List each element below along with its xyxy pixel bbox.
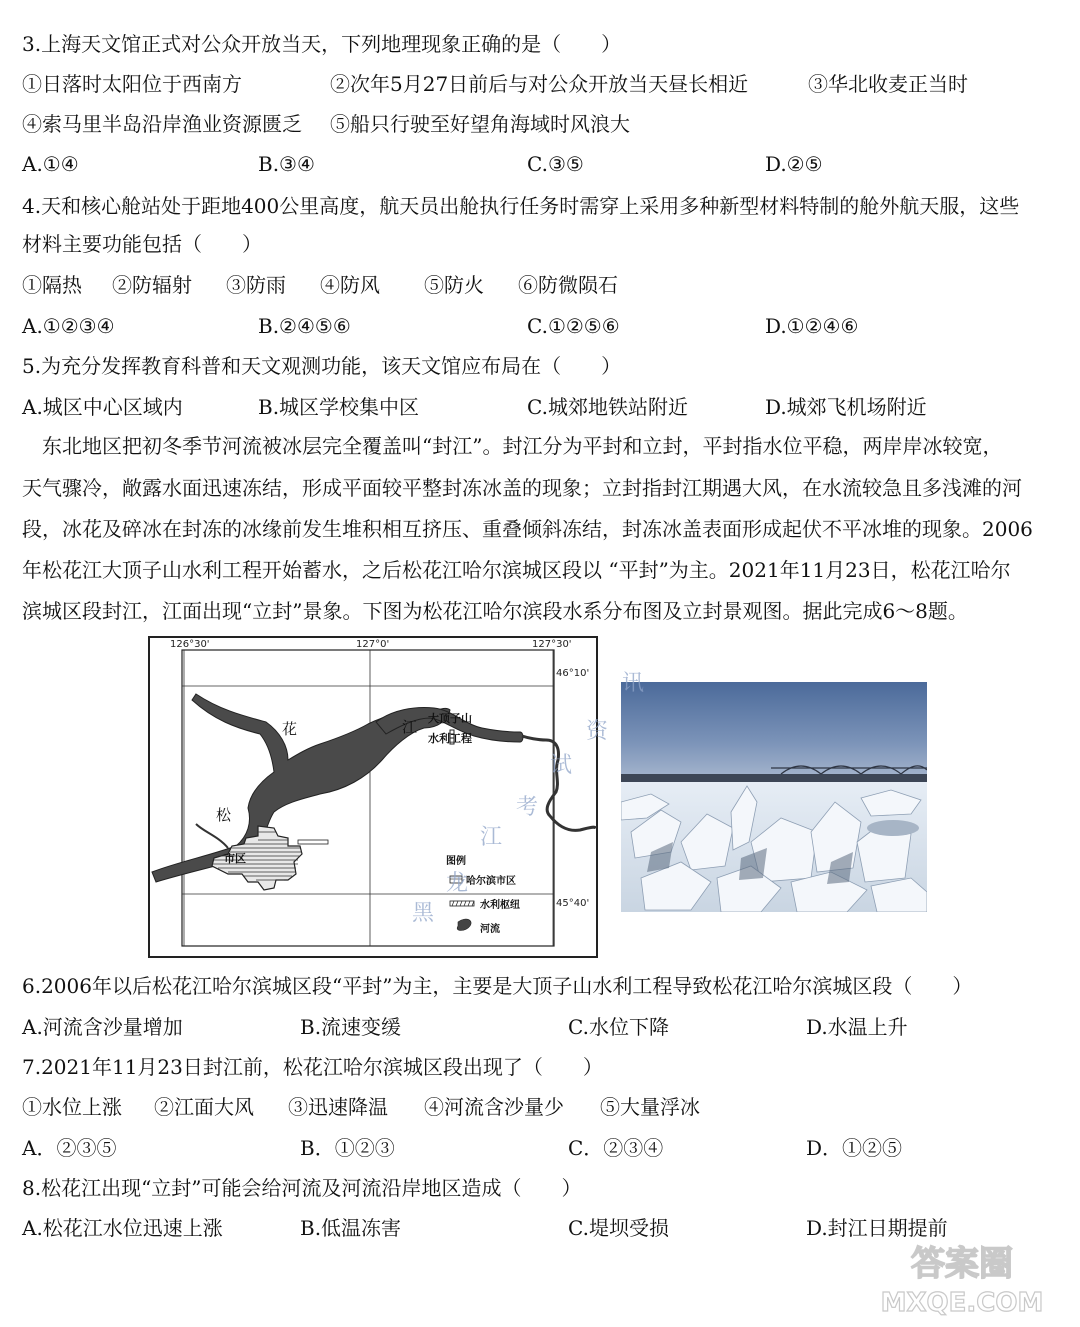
q6-stem: 6.2006年以后松花江哈尔滨城区段“平封”为主，主要是大顶子山水利工程导致松花江哈尔滨城区段（ ） xyxy=(22,974,973,998)
river-char-hua: 花 xyxy=(282,720,298,738)
q7-option-b: B．①②③ xyxy=(300,1136,395,1160)
q4-option-c: C.①②⑤⑥ xyxy=(527,314,620,338)
q7-option-d: D．①②⑤ xyxy=(806,1136,903,1160)
q8-stem: 8.松花江出现“立封”可能会给河流及河流沿岸地区造成（ ） xyxy=(22,1176,582,1200)
site-logo-line-1: 答案圈 xyxy=(911,1244,1013,1284)
passage-line-3: 段，冰花及碎冰在封冻的冰缘前发生堆积相互挤压、重叠倾斜冻结，封冻冰盖表面形成起伏不平冰堆的现象。2006 xyxy=(22,517,1033,541)
ice-jam-photo xyxy=(621,682,927,912)
river-char-jiang: 江 xyxy=(402,718,418,736)
q7-option-a: A．②③⑤ xyxy=(22,1136,117,1160)
q4-option-b: B.②④⑤⑥ xyxy=(258,314,351,338)
q5-option-d: D.城郊飞机场附近 xyxy=(765,395,927,419)
q7-item-3: ③迅速降温 xyxy=(288,1095,388,1119)
passage-line-2: 天气骤冷，敞露水面迅速冻结，形成平面较平整封冻冰盖的现象；立封指封江期遇大风，在水流较急且多浅滩的河 xyxy=(22,476,1022,500)
q7-option-c: C．②③④ xyxy=(568,1136,664,1160)
legend-dam-label: 水利枢纽 xyxy=(480,900,520,911)
q5-option-c: C.城郊地铁站附近 xyxy=(527,395,688,419)
city-label: 市区 xyxy=(224,852,246,865)
q6-option-c: C.水位下降 xyxy=(568,1015,669,1039)
lon-label-2: 127°0' xyxy=(356,639,390,650)
q3-item-5: ⑤船只行驶至好望角海域时风浪大 xyxy=(330,112,630,136)
q3-item-4: ④索马里半岛沿岸渔业资源匮乏 xyxy=(22,112,302,136)
q7-item-1: ①水位上涨 xyxy=(22,1095,122,1119)
lat-label-1: 46°10' xyxy=(556,668,590,679)
watermark-char-2: 龙 xyxy=(446,871,469,896)
q4-item-5: ⑤防火 xyxy=(424,273,484,297)
q7-item-4: ④河流含沙量少 xyxy=(424,1095,564,1119)
q3-stem: 3.上海天文馆正式对公众开放当天，下列地理现象正确的是（ ） xyxy=(22,32,622,56)
q7-item-5: ⑤大量浮冰 xyxy=(600,1095,700,1119)
lon-label-3: 127°30' xyxy=(532,639,572,650)
passage-line-1: 东北地区把初冬季节河流被冰层完全覆盖叫“封江”。封江分为平封和立封，平封指水位平稳，两岸岸冰较宽， xyxy=(42,434,1003,458)
legend-river-label: 河流 xyxy=(480,924,500,935)
q3-item-3: ③华北收麦正当时 xyxy=(808,72,968,96)
q4-item-4: ④防风 xyxy=(320,273,380,297)
legend-title: 图例 xyxy=(446,856,466,867)
site-logo-watermark xyxy=(862,1239,1062,1319)
q7-stem: 7.2021年11月23日封江前，松花江哈尔滨城区段出现了（ ） xyxy=(22,1055,603,1079)
dam-label-line-1: 大顶子山 xyxy=(428,712,472,725)
q3-item-2: ②次年5月27日前后与对公众开放当天昼长相近 xyxy=(330,72,749,96)
watermark-char-1: 黑 xyxy=(412,901,435,926)
q4-stem-line-2: 材料主要功能包括（ ） xyxy=(22,232,262,256)
q7-item-2: ②江面大风 xyxy=(154,1095,254,1119)
lon-label-1: 126°30' xyxy=(170,639,210,650)
q8-option-b: B.低温冻害 xyxy=(300,1216,402,1240)
q5-option-a: A.城区中心区域内 xyxy=(22,395,183,419)
watermark-char-4: 考 xyxy=(516,795,539,820)
lat-label-2: 45°40' xyxy=(556,898,590,909)
dam-label-line-2: 水利工程 xyxy=(428,732,472,745)
q4-option-d: D.①②④⑥ xyxy=(765,314,859,338)
q3-option-c: C.③⑤ xyxy=(527,152,584,176)
river-char-song: 松 xyxy=(216,806,232,824)
watermark-char-3: 江 xyxy=(480,825,503,850)
q8-option-d: D.封江日期提前 xyxy=(806,1216,948,1240)
watermark-char-6: 资 xyxy=(586,719,609,744)
q5-stem: 5.为充分发挥教育科普和天文观测功能，该天文馆应布局在（ ） xyxy=(22,354,622,378)
watermark-char-7: 讯 xyxy=(622,671,645,696)
q4-item-1: ①隔热 xyxy=(22,273,82,297)
q4-item-2: ②防辐射 xyxy=(112,273,192,297)
q6-option-d: D.水温上升 xyxy=(806,1015,908,1039)
q5-option-b: B.城区学校集中区 xyxy=(258,395,420,419)
passage-line-5: 滨城区段封江，江面出现“立封”景象。下图为松花江哈尔滨段水系分布图及立封景观图。据此完成6～8题。 xyxy=(22,599,968,623)
legend-city-label: 哈尔滨市区 xyxy=(466,876,516,887)
watermark-char-5: 试 xyxy=(550,753,573,778)
q8-option-c: C.堤坝受损 xyxy=(568,1216,669,1240)
q4-item-6: ⑥防微陨石 xyxy=(518,273,618,297)
q3-option-b: B.③④ xyxy=(258,152,315,176)
q3-item-1: ①日落时太阳位于西南方 xyxy=(22,72,242,96)
q3-option-d: D.②⑤ xyxy=(765,152,823,176)
q3-option-a: A.①④ xyxy=(22,152,79,176)
q4-item-3: ③防雨 xyxy=(226,273,286,297)
q4-option-a: A.①②③④ xyxy=(22,314,115,338)
passage-line-4: 年松花江大顶子山水利工程开始蓄水，之后松花江哈尔滨城区段以 “平封”为主。2021年11月23日，松花江哈尔 xyxy=(22,558,1011,582)
q6-option-b: B.流速变缓 xyxy=(300,1015,402,1039)
site-logo-line-2: MXQE.COM xyxy=(880,1288,1044,1318)
q6-option-a: A.河流含沙量增加 xyxy=(22,1015,183,1039)
q8-option-a: A.松花江水位迅速上涨 xyxy=(22,1216,223,1240)
q4-stem-line-1: 4.天和核心舱站处于距地400公里高度，航天员出舱执行任务时需穿上采用多种新型材料特制的舱外航天服，这些 xyxy=(22,194,1020,218)
